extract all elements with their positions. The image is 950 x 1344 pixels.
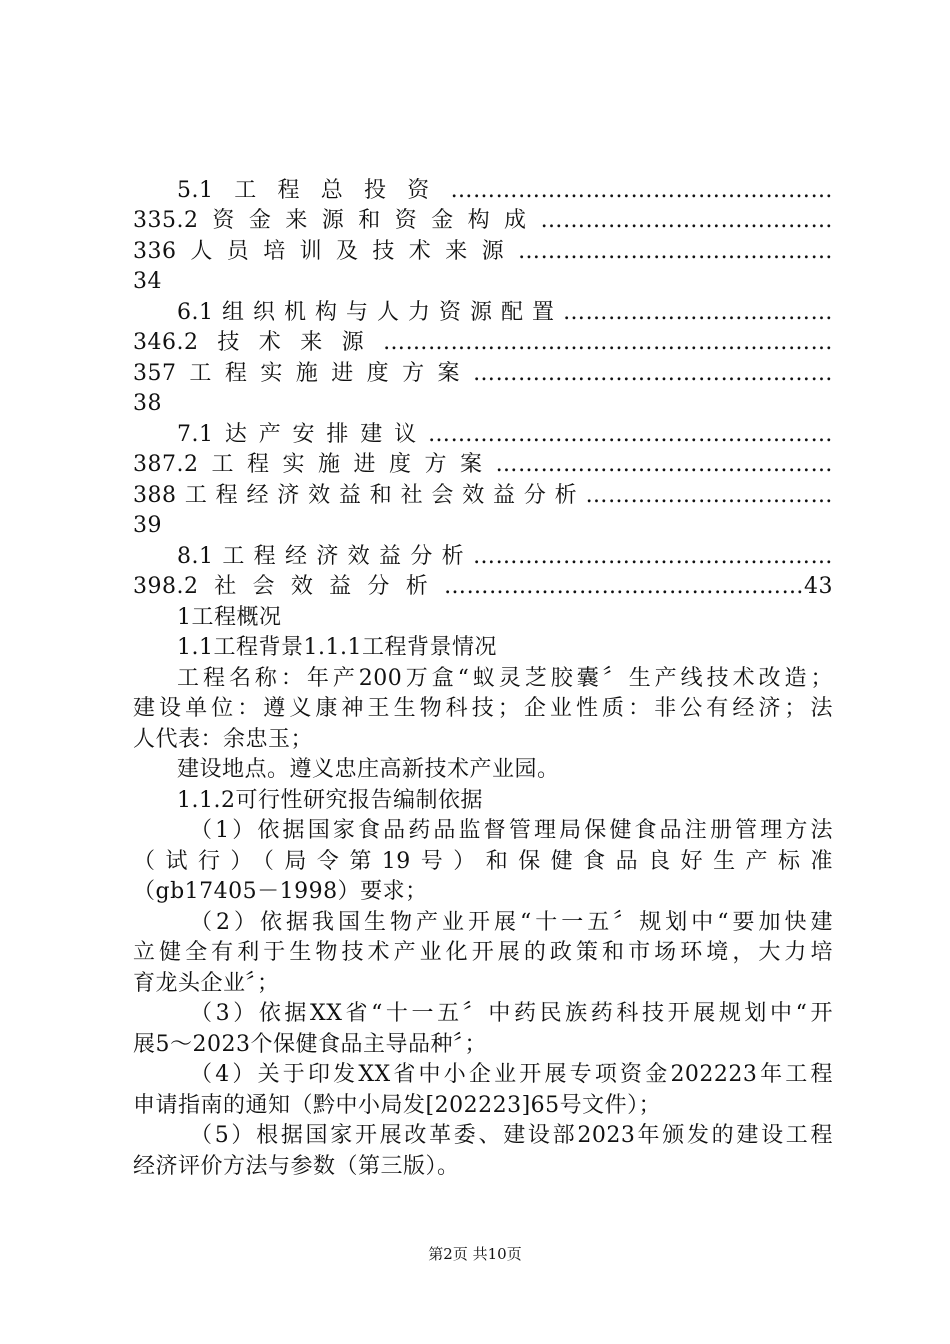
paragraph-line: （试行）（局令第19号）和保健食品良好生产标准 [133,849,833,874]
paragraph-line: （3）依据XX省“十一五〞中药民族药科技开展规划中“开 [190,1001,833,1026]
toc-line: 39 [133,513,162,538]
paragraph-line: 人代表：余忠玉； [133,727,314,752]
toc-line: 346.2技术来源…………………………………………………… [133,330,833,355]
paragraph-line: （1）依据国家食品药品监督管理局保健食品注册管理方法 [190,818,833,843]
toc-line: 387.2工程实施进度方案……………………………………… [133,452,833,477]
toc-line: 398.2社会效益分析…………………………………………43 [133,574,833,599]
paragraph-line: （4）关于印发XX省中小企业开展专项资金202223年工程 [190,1062,833,1087]
subsection-heading: 1.1工程背景1.1.1工程背景情况 [177,635,497,660]
section-heading: 1工程概况 [177,605,282,630]
paragraph-line: 工程名称：年产200万盒“蚁灵芝胶囊〞生产线技术改造； [177,666,833,691]
paragraph-line: 展5～2023个保健食品主导品种〞； [133,1032,487,1057]
toc-line: 38 [133,391,162,416]
subsection-heading: 1.1.2可行性研究报告编制依据 [177,788,483,813]
paragraph-line: 经济评价方法与参数（第三版）。 [133,1154,460,1179]
toc-line: 7.1达产安排建议……………………………………………… [177,422,833,447]
paragraph-line: （gb17405－1998）要求； [133,879,428,904]
paragraph-line: 申请指南的通知（黔中小局发[202223]65号文件）； [133,1093,662,1118]
toc-line: 357工程实施进度方案………………………………………… [133,361,833,386]
toc-line: 388工程经济效益和社会效益分析…………………………… [133,483,833,508]
paragraph-line: 立健全有利于生物技术产业化开展的政策和市场环境，大力培 [133,940,833,965]
toc-line: 34 [133,269,162,294]
paragraph-line: 建设地点。遵义忠庄高新技术产业园。 [177,757,560,782]
paragraph-line: 育龙头企业〞； [133,971,280,996]
toc-line: 8.1工程经济效益分析………………………………………… [177,544,833,569]
paragraph-line: （2）依据我国生物产业开展“十一五〞规划中“要加快建 [190,910,833,935]
paragraph-line: 建设单位：遵义康神王生物科技；企业性质：非公有经济；法 [133,696,833,721]
toc-line: 6.1组织机构与人力资源配置……………………………… [177,300,833,325]
page-footer: 第2页 共10页 [428,1245,522,1263]
toc-line: 5.1工程总投资…………………………………………… [177,178,833,203]
toc-line: 335.2资金来源和资金构成………………………………… [133,208,833,233]
paragraph-line: （5）根据国家开展改革委、建设部2023年颁发的建设工程 [190,1123,833,1148]
toc-line: 336人员培训及技术来源…………………………………… [133,239,833,264]
